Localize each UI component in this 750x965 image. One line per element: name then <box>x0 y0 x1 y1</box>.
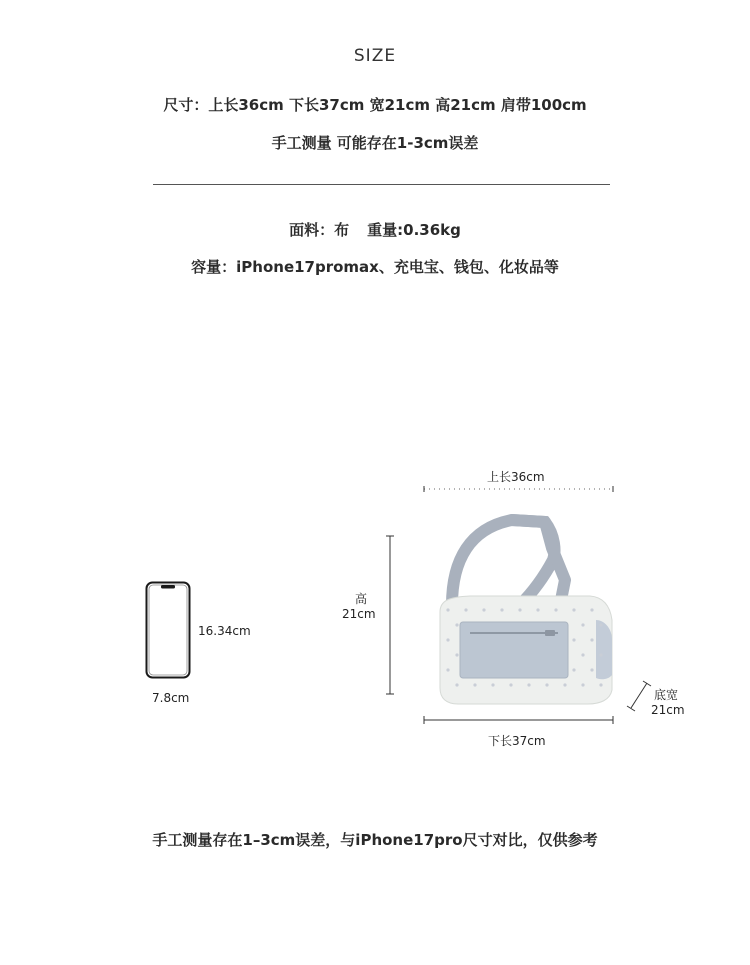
bag-dot <box>509 683 512 686</box>
phone-icon <box>145 581 191 679</box>
bottom-length-guide <box>424 716 613 724</box>
phone-width-label: 7.8cm <box>152 691 190 705</box>
bag-dot <box>518 608 521 611</box>
height-value: 21cm <box>342 607 376 621</box>
bag-dot <box>599 623 602 626</box>
bag-dot <box>446 638 449 641</box>
bag-dot <box>590 638 593 641</box>
bag-dot <box>455 683 458 686</box>
bag-dot <box>572 638 575 641</box>
capacity-text: 容量：iPhone17promax、充电宝、钱包、化妆品等 <box>191 258 559 276</box>
tolerance-text: 手工测量 可能存在1-3cm误差 <box>271 134 479 152</box>
divider <box>153 184 610 185</box>
bag-dot <box>572 668 575 671</box>
bag-dot <box>482 608 485 611</box>
bag-icon <box>440 520 612 704</box>
bag-dot <box>599 653 602 656</box>
bag-dot <box>581 623 584 626</box>
bag-dot <box>527 683 530 686</box>
page-title: SIZE <box>353 46 397 66</box>
bag-dot <box>563 683 566 686</box>
bag-dot <box>590 608 593 611</box>
width-guide <box>627 681 651 711</box>
bag-dot <box>581 683 584 686</box>
phone-height-label: 16.34cm <box>198 624 251 638</box>
material-text: 面料：布 <box>289 221 350 239</box>
bag-dot <box>455 623 458 626</box>
dimensions-text: 尺寸：上长36cm 下长37cm 宽21cm 高21cm 肩带100cm <box>163 96 587 114</box>
bag-dot <box>599 683 602 686</box>
bag-dot <box>500 608 503 611</box>
bag-dot <box>572 608 575 611</box>
width-label: 底宽 <box>654 688 679 702</box>
bag-dot <box>446 608 449 611</box>
height-guide <box>386 536 394 694</box>
width-value: 21cm <box>651 703 685 717</box>
footer-note: 手工测量存在1–3cm误差，与iPhone17pro尺寸对比，仅供参考 <box>152 831 598 849</box>
height-label: 高 <box>355 592 368 606</box>
bag-dot <box>554 608 557 611</box>
bag-dot <box>491 683 494 686</box>
bag-dot <box>536 608 539 611</box>
bag-dot <box>473 683 476 686</box>
bag-dot <box>590 668 593 671</box>
bag-dot <box>581 653 584 656</box>
top-length-label: 上长36cm <box>487 470 545 484</box>
bag-dot <box>455 653 458 656</box>
bag-dot <box>464 608 467 611</box>
bag-dot <box>545 683 548 686</box>
material-weight-row <box>0 219 750 240</box>
top-length-guide <box>424 486 613 492</box>
weight-text: 重量:0.36kg <box>367 221 461 239</box>
bottom-length-label: 下长37cm <box>488 734 546 748</box>
bag-dot <box>446 668 449 671</box>
